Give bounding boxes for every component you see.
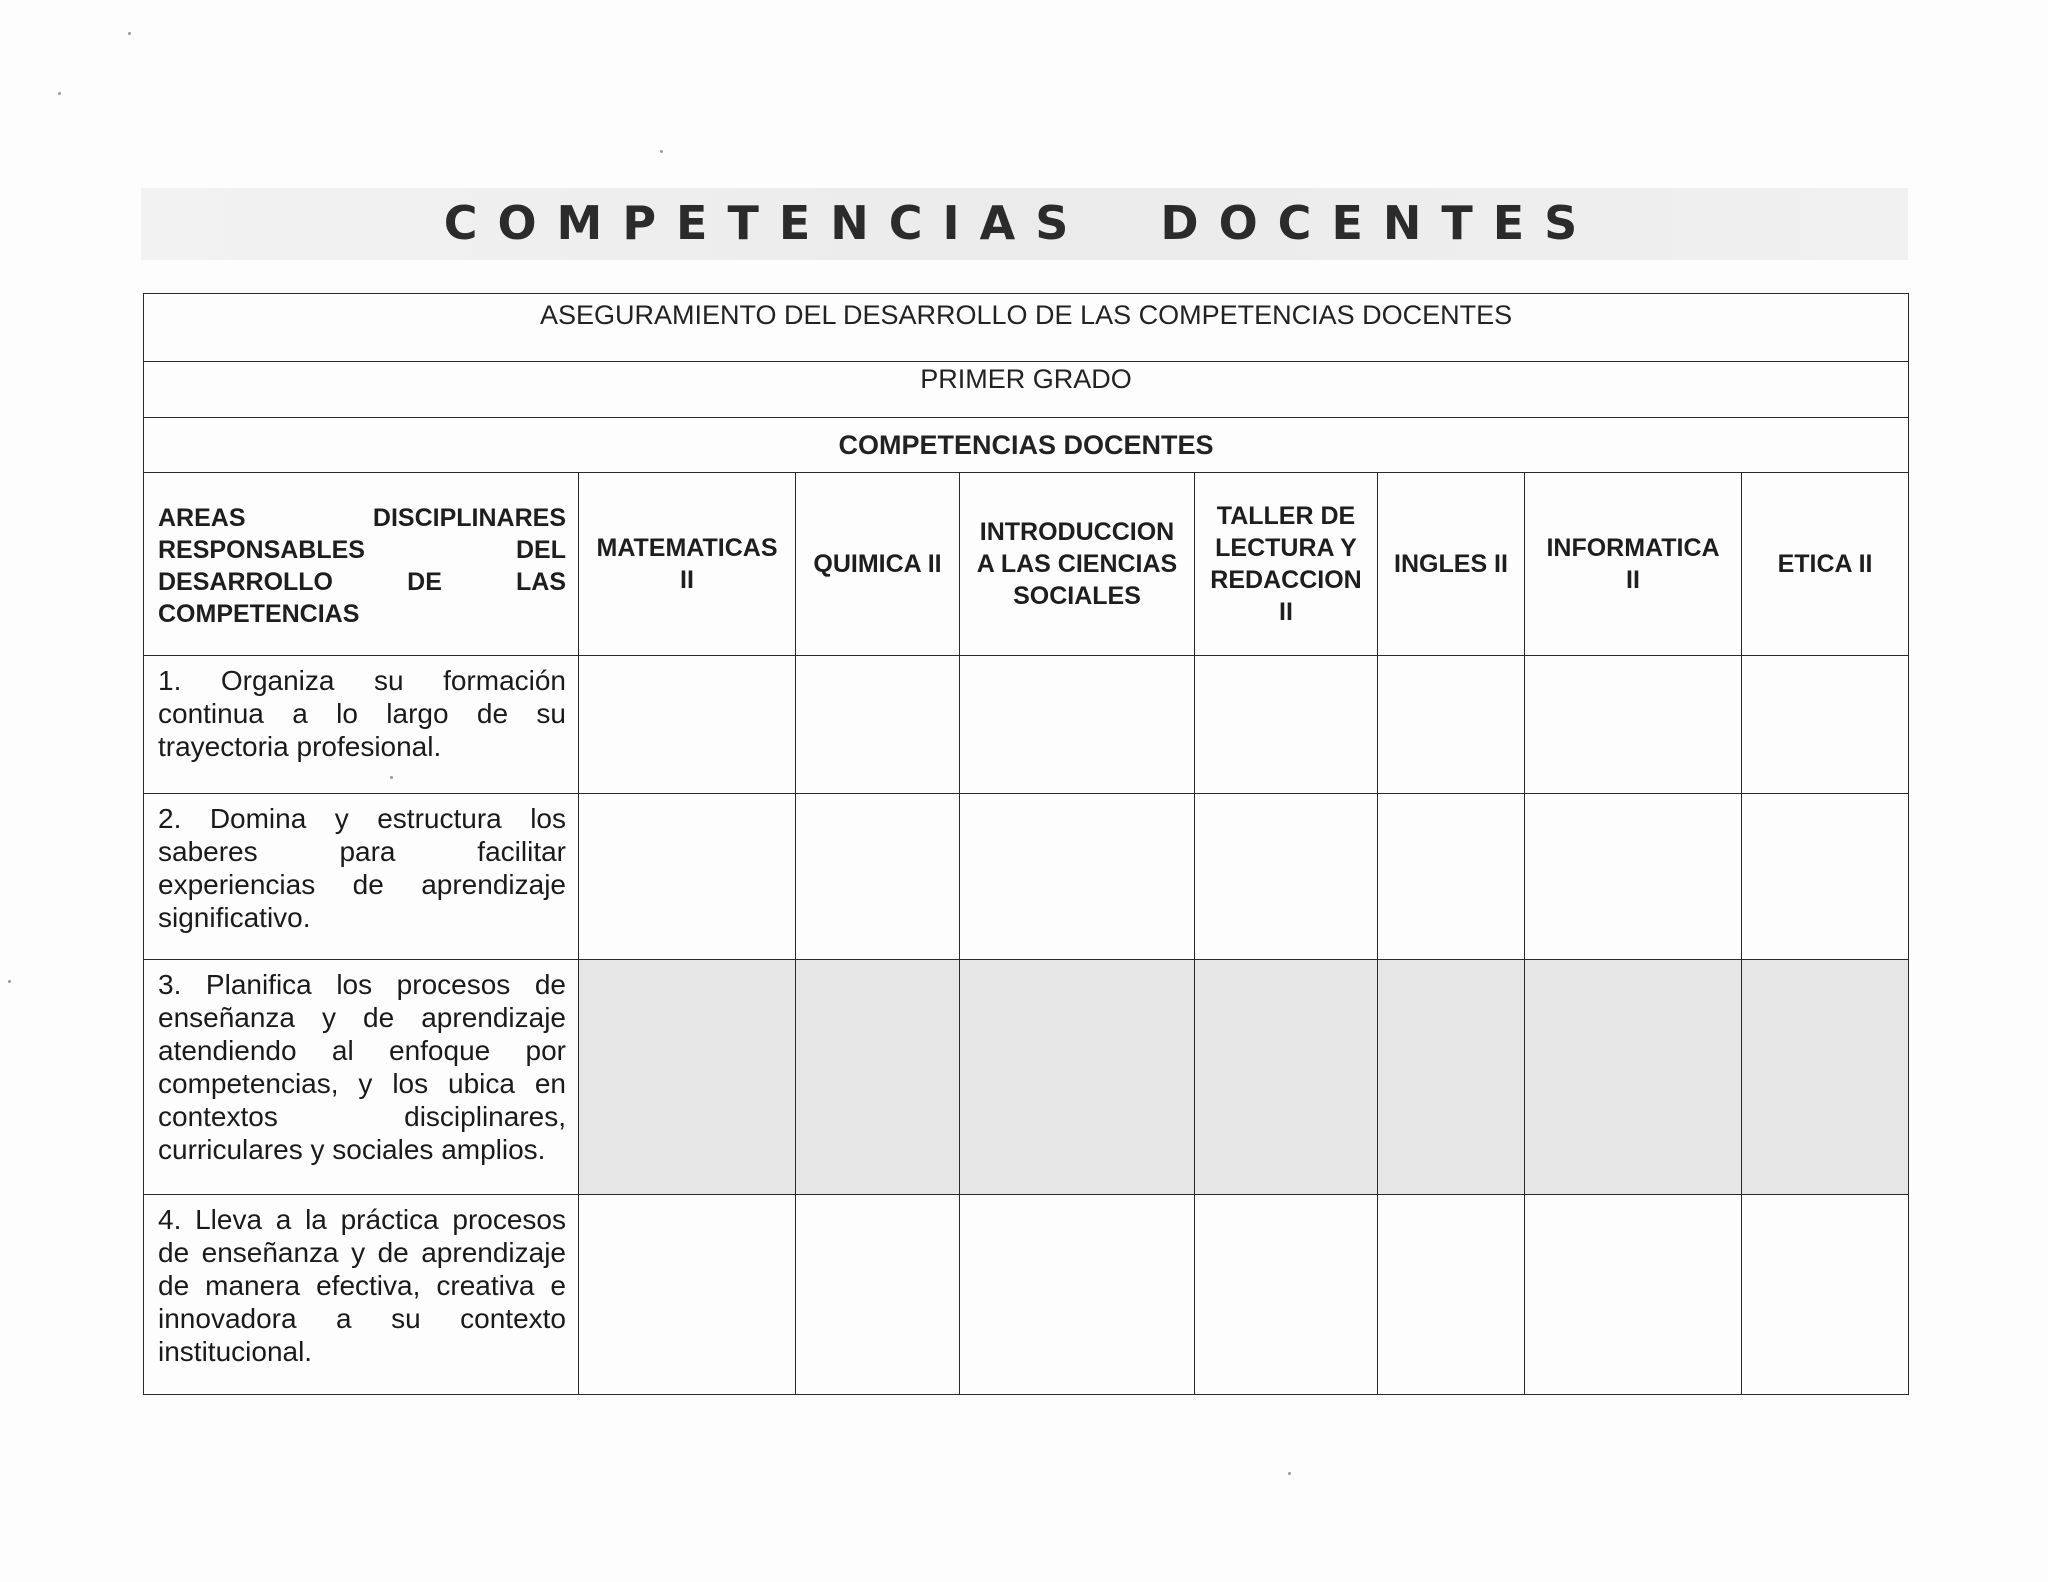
- table-cell: [1195, 794, 1378, 960]
- table-row: [144, 1195, 1909, 1395]
- table-cell: [579, 656, 796, 794]
- header-row-main: [144, 294, 1909, 362]
- subject-header-quimica: [796, 473, 960, 656]
- competency-line: competencias, y los ubica en: [158, 1068, 566, 1099]
- table-cell: [1742, 794, 1909, 960]
- header-main-cell: ASEGURAMIENTO DEL DESARROLLO DE LAS COMPETENCIAS DOCENTES: [144, 294, 1909, 362]
- areas-header-line: AREAS DISCIPLINARES: [158, 504, 566, 532]
- subject-header-line: SOCIALES: [1013, 582, 1141, 610]
- subject-header-line: INFORMATICA: [1546, 534, 1720, 562]
- subject-header-line: LECTURA Y: [1215, 534, 1357, 562]
- competency-description: [144, 960, 579, 1195]
- table-cell: [960, 794, 1195, 960]
- subject-header-line: INTRODUCCION: [979, 518, 1175, 546]
- table-cell: [1378, 656, 1525, 794]
- shaded-cell: [1378, 960, 1525, 1195]
- shaded-cell: [579, 960, 796, 1195]
- competency-line: innovadora a su contexto: [158, 1303, 566, 1334]
- competency-line: 3. Planifica los procesos de: [158, 969, 566, 1000]
- table-cell: [1742, 656, 1909, 794]
- table-cell: [579, 794, 796, 960]
- areas-header-cell: [144, 473, 579, 656]
- shaded-cell: [1525, 960, 1742, 1195]
- shaded-cell: [960, 960, 1195, 1195]
- subject-header-line: INGLES II: [1394, 550, 1508, 578]
- competency-line: saberes para facilitar: [158, 836, 566, 867]
- table-cell: [579, 1195, 796, 1395]
- competency-line: de manera efectiva, creativa e: [158, 1270, 566, 1301]
- table-cell: [1525, 794, 1742, 960]
- table-cell: [1195, 1195, 1378, 1395]
- table-cell: [1525, 1195, 1742, 1395]
- competency-line: trayectoria profesional.: [158, 731, 442, 762]
- subject-header-line: MATEMATICAS: [596, 534, 778, 562]
- subject-header-line: II: [680, 566, 694, 594]
- subject-header-line: A LAS CIENCIAS: [976, 550, 1178, 578]
- competency-line: institucional.: [158, 1336, 313, 1367]
- competency-description: [144, 656, 579, 794]
- header-row-grade: [144, 362, 1909, 418]
- subject-header-ingles: [1378, 473, 1525, 656]
- subject-header-etica: [1742, 473, 1909, 656]
- header-grade-cell: PRIMER GRADO: [144, 362, 1909, 418]
- header-section-cell: COMPETENCIAS DOCENTES: [144, 418, 1909, 473]
- areas-header-line: COMPETENCIAS: [158, 600, 360, 628]
- header-row-section: [144, 418, 1909, 473]
- table-cell: [1378, 794, 1525, 960]
- table-cell: [1195, 656, 1378, 794]
- competency-line: experiencias de aprendizaje: [158, 869, 566, 900]
- table-cell: [960, 1195, 1195, 1395]
- subject-header-line: ETICA II: [1777, 550, 1873, 578]
- scan-speck: [660, 150, 663, 153]
- competencies-table: [143, 293, 1909, 1395]
- shaded-cell: [1195, 960, 1378, 1195]
- scan-speck: [1288, 1472, 1291, 1475]
- shaded-cell: [1742, 960, 1909, 1195]
- competency-line: de enseñanza y de aprendizaje: [158, 1237, 566, 1268]
- competency-line: significativo.: [158, 902, 311, 933]
- shaded-cell: [796, 960, 960, 1195]
- table-row: [144, 794, 1909, 960]
- competency-description: [144, 1195, 579, 1395]
- subject-header-taller: [1195, 473, 1378, 656]
- scan-speck: [8, 980, 11, 983]
- subject-header-line: II: [1279, 598, 1293, 626]
- competency-line: 4. Lleva a la práctica procesos: [158, 1204, 566, 1235]
- subject-header-line: II: [1626, 566, 1640, 594]
- table-row: [144, 960, 1909, 1195]
- table-cell: [1378, 1195, 1525, 1395]
- page-title: COMPETENCIAS DOCENTES: [443, 196, 1598, 250]
- column-header-row: [144, 473, 1909, 656]
- subject-header-line: QUIMICA II: [813, 550, 942, 578]
- table-cell: [1742, 1195, 1909, 1395]
- areas-header-line: RESPONSABLES DEL: [158, 536, 566, 564]
- competency-line: enseñanza y de aprendizaje: [158, 1002, 566, 1033]
- table-row: [144, 656, 1909, 794]
- scan-speck: [58, 92, 61, 95]
- competency-description: [144, 794, 579, 960]
- competency-line: curriculares y sociales amplios.: [158, 1134, 546, 1165]
- subject-header-matematicas: [579, 473, 796, 656]
- table-cell: [1525, 656, 1742, 794]
- subject-header-introduccion: [960, 473, 1195, 656]
- competency-line: contextos disciplinares,: [158, 1101, 566, 1132]
- areas-header-line: DESARROLLO DE LAS: [158, 568, 566, 596]
- competency-line: 1. Organiza su formación: [158, 665, 566, 696]
- subject-header-informatica: [1525, 473, 1742, 656]
- table-cell: [796, 656, 960, 794]
- scan-speck: [390, 776, 393, 779]
- table-cell: [796, 794, 960, 960]
- competency-line: 2. Domina y estructura los: [158, 803, 566, 834]
- subject-header-line: REDACCION: [1210, 566, 1362, 594]
- table-cell: [796, 1195, 960, 1395]
- table-cell: [960, 656, 1195, 794]
- competency-line: atendiendo al enfoque por: [158, 1035, 566, 1066]
- competency-line: continua a lo largo de su: [158, 698, 566, 729]
- subject-header-line: TALLER DE: [1216, 502, 1356, 530]
- scan-speck: [128, 32, 131, 35]
